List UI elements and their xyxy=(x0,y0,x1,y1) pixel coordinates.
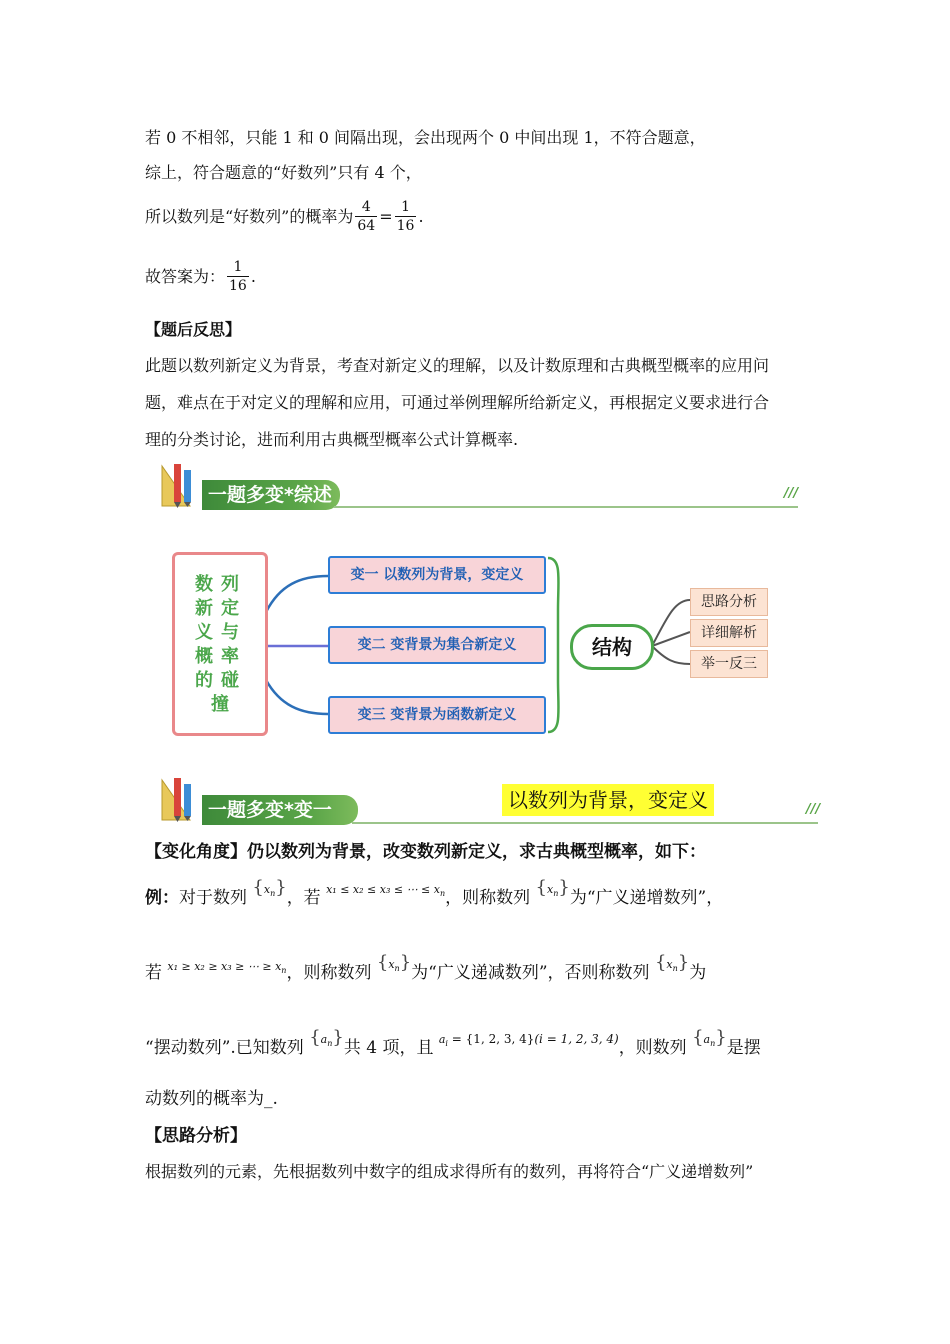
brace-close: } xyxy=(715,1027,727,1048)
fraction-denominator: 16 xyxy=(396,218,415,234)
root-char: 撞 xyxy=(211,694,231,715)
math-a: a xyxy=(703,1033,711,1046)
text: 为 xyxy=(689,963,707,983)
answer-line xyxy=(145,258,256,295)
example-label: 例： xyxy=(145,888,179,908)
fraction-denominator: 64 xyxy=(357,218,376,234)
banner-underline xyxy=(352,822,818,824)
answer-fraction xyxy=(227,258,249,295)
brace-open: { xyxy=(654,952,667,973)
text: 共 4 项，且 xyxy=(343,1038,434,1058)
fraction-numerator: 1 xyxy=(401,199,410,215)
sub-n: n xyxy=(281,966,287,975)
fraction-1-16 xyxy=(395,198,417,235)
chain-text: x₁ ≥ x₂ ≥ x₃ ≥ ⋯ ≥ x xyxy=(167,960,282,973)
math-x: x xyxy=(263,883,271,896)
seq-an xyxy=(309,1028,344,1048)
example-line-2 xyxy=(145,952,707,989)
sub-n: n xyxy=(553,889,559,898)
brace-close: } xyxy=(275,877,287,898)
root-char: 定 xyxy=(221,598,241,619)
sub-n: n xyxy=(394,964,400,973)
brace-open: { xyxy=(376,952,389,973)
sub-n: n xyxy=(270,889,276,898)
brace-close: } xyxy=(399,952,412,973)
reflection-line-1: 此题以数列新定义为背景，考查对新定义的理解，以及计数原理和古典概型概率的应用问 xyxy=(145,356,770,375)
mind-map-root-text xyxy=(195,573,247,717)
increasing-chain xyxy=(326,883,445,896)
seq-xn xyxy=(536,878,570,898)
period: . xyxy=(250,266,256,286)
example-line-3 xyxy=(145,1027,761,1064)
root-char: 义 xyxy=(195,622,215,643)
text: ，若 xyxy=(286,888,321,908)
variant-box-1: 变一 以数列为背景，变定义 xyxy=(328,556,546,594)
mind-map xyxy=(170,550,810,740)
tag-thinking-analysis: 思路分析 xyxy=(690,588,768,616)
brace-close: } xyxy=(332,1027,344,1048)
brace-open: { xyxy=(535,877,547,898)
text: 为“广义递减数列”，否则称数列 xyxy=(411,963,650,983)
banner-slashes: /// xyxy=(806,802,821,817)
reflection-line-3: 理的分类讨论，进而利用古典概型概率公式计算概率. xyxy=(145,430,519,449)
solution-line-1: 若 0 不相邻，只能 1 和 0 间隔出现，会出现两个 0 中间出现 1，不符合题意， xyxy=(145,128,706,147)
answer-prefix: 故答案为： xyxy=(145,266,226,286)
tag-extension: 举一反三 xyxy=(690,650,768,678)
root-char: 与 xyxy=(221,622,241,643)
text: 若 xyxy=(145,963,162,983)
root-char: 的 xyxy=(195,670,215,691)
text: ，则称数列 xyxy=(445,888,531,908)
seq-an xyxy=(692,1028,727,1048)
text: “摆动数列”.已知数列 xyxy=(145,1038,304,1058)
sub-n: n xyxy=(327,1039,333,1048)
banner-underline xyxy=(334,506,798,508)
brace-open: { xyxy=(692,1027,704,1048)
structure-node: 结构 xyxy=(570,624,654,670)
sub-n: n xyxy=(439,889,446,898)
reflection-line-2: 题，难点在于对定义的理解和应用，可通过举例理解所给新定义，再根据定义要求进行合 xyxy=(145,393,770,412)
index-condition: (i = 1, 2, 3, 4) xyxy=(534,1032,619,1046)
root-char: 列 xyxy=(221,574,241,595)
banner-title-variant-1: 一题多变*变一 xyxy=(202,795,358,825)
math-x: x xyxy=(666,958,673,971)
brace-close: } xyxy=(558,877,570,898)
set-text: = {1, 2, 3, 4} xyxy=(447,1032,535,1046)
fraction-numerator: 1 xyxy=(233,259,243,275)
solution-line-3 xyxy=(145,198,424,235)
sub-n: n xyxy=(710,1039,716,1048)
period: . xyxy=(418,206,424,226)
seq-xn xyxy=(252,878,286,898)
root-char: 数 xyxy=(195,574,215,595)
solution-line-3-text: 所以数列是“好数列”的概率为 xyxy=(145,206,354,226)
seq-xn xyxy=(655,953,689,973)
mind-map-root xyxy=(172,552,268,736)
banner-slashes: /// xyxy=(784,486,799,501)
chain-text: x₁ ≤ x₂ ≤ x₃ ≤ ⋯ ≤ x xyxy=(326,883,440,896)
variant-box-3: 变三 变背景为函数新定义 xyxy=(328,696,546,734)
variant-1-highlight-title: 以数列为背景，变定义 xyxy=(502,784,714,816)
brace-open: { xyxy=(309,1027,321,1048)
root-char: 率 xyxy=(221,646,241,667)
sub-i: i xyxy=(445,1039,448,1048)
root-char: 新 xyxy=(195,598,215,619)
reflection-heading: 【题后反思】 xyxy=(145,320,242,339)
solution-line-2: 综上，符合题意的“好数列”只有 4 个， xyxy=(145,163,422,182)
banner-title-overview: 一题多变*综述 xyxy=(202,480,340,510)
text: 是摆 xyxy=(726,1038,761,1058)
fraction-numerator: 4 xyxy=(361,199,371,215)
math-a: a xyxy=(438,1033,446,1046)
math-x: x xyxy=(388,958,395,971)
math-a: a xyxy=(320,1033,328,1046)
ruler-pencil-icon xyxy=(160,462,202,508)
sub-n: n xyxy=(672,964,678,973)
fraction-denominator: 16 xyxy=(229,278,247,294)
example-line-4: 动数列的概率为_. xyxy=(145,1089,278,1109)
variation-angle: 【变化角度】仍以数列为背景，改变数列新定义，求古典概型概率，如下： xyxy=(145,842,706,862)
brace-open: { xyxy=(252,877,264,898)
ruler-pencil-icon xyxy=(160,776,202,822)
decreasing-chain xyxy=(167,960,286,973)
tag-detailed-solution: 详细解析 xyxy=(690,619,768,647)
text: ，则称数列 xyxy=(286,963,372,983)
text: ，则数列 xyxy=(618,1038,687,1058)
variant-box-2: 变二 变背景为集合新定义 xyxy=(328,626,546,664)
brace-close: } xyxy=(677,952,690,973)
text: 为“广义递增数列”， xyxy=(569,888,724,908)
text: 对于数列 xyxy=(179,888,247,908)
equals-sign: = xyxy=(379,206,393,226)
thinking-line-1: 根据数列的元素，先根据数列中数字的组成求得所有的数列，再将符合“广义递增数列” xyxy=(145,1162,754,1181)
root-char: 碰 xyxy=(221,670,241,691)
thinking-heading: 【思路分析】 xyxy=(145,1126,247,1146)
ai-set-expression xyxy=(439,1032,619,1046)
seq-xn xyxy=(377,953,411,973)
math-x: x xyxy=(547,883,554,896)
fraction-4-64 xyxy=(355,198,377,235)
root-char: 概 xyxy=(195,646,215,667)
example-line-1 xyxy=(145,877,724,914)
